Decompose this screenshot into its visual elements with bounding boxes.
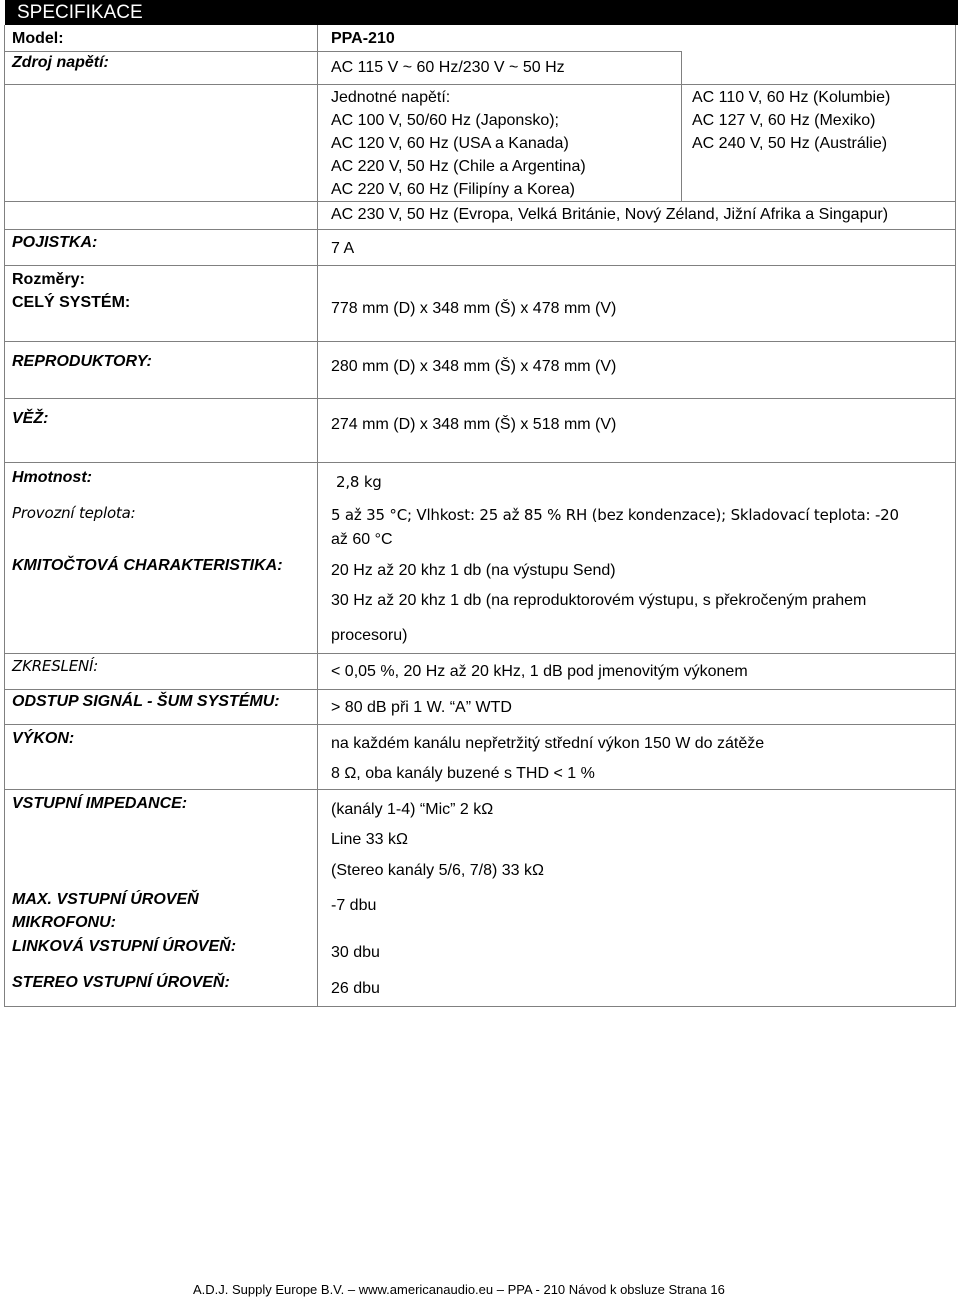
mic-level-value: -7 dbu (331, 897, 377, 914)
voltage-item: AC 220 V, 50 Hz (Chile a Argentina) (331, 158, 586, 175)
frequency-value: 20 Hz až 20 khz 1 db (na výstupu Send) (331, 562, 616, 579)
row-divider (4, 462, 956, 463)
voltage-europe: AC 230 V, 50 Hz (Evropa, Velká Británie, Nový Zéland, Jižní Afrika a Singapur) (331, 206, 889, 223)
tower-value: 274 mm (D) x 348 mm (Š) x 518 mm (V) (331, 416, 617, 433)
line-level-label: LINKOVÁ VSTUPNÍ ÚROVEŇ: (12, 938, 237, 955)
dimensions-label: Rozměry: (12, 271, 85, 288)
voltage-item: AC 220 V, 60 Hz (Filipíny a Korea) (331, 181, 575, 198)
impedance-value: (kanály 1-4) “Mic” 2 kΩ (331, 801, 494, 818)
frequency-value-3: procesoru) (331, 627, 408, 644)
impedance-value-2: Line 33 kΩ (331, 831, 408, 848)
impedance-value-3: (Stereo kanály 5/6, 7/8) 33 kΩ (331, 862, 544, 879)
stereo-level-label: STEREO VSTUPNÍ ÚROVEŇ: (12, 974, 230, 991)
fuse-value: 7 A (331, 240, 355, 257)
page-footer: A.D.J. Supply Europe B.V. – www.americanaudio.eu – PPA - 210 Návod k obsluze Strana 16 (193, 1282, 725, 1297)
model-label: Model: (12, 30, 64, 47)
row-divider (4, 229, 956, 230)
mic-level-label-2: MIKROFONU: (12, 914, 116, 931)
voltage-item: AC 240 V, 50 Hz (Austrálie) (692, 135, 888, 152)
row-divider (4, 789, 956, 790)
power-value: AC 115 V ~ 60 Hz/230 V ~ 50 Hz (331, 59, 565, 76)
line-level-value: 30 dbu (331, 944, 380, 961)
power-output-label: VÝKON: (12, 730, 75, 747)
speakers-label: REPRODUKTORY: (12, 353, 152, 370)
impedance-label: VSTUPNÍ IMPEDANCE: (12, 795, 188, 812)
snr-label: ODSTUP SIGNÁL - ŠUM SYSTÉMU: (12, 693, 280, 710)
row-divider (4, 653, 956, 654)
single-voltage-label: Jednotné napětí: (331, 89, 451, 106)
fuse-label: POJISTKA: (12, 234, 98, 251)
voltage-item: AC 127 V, 60 Hz (Mexiko) (692, 112, 876, 129)
model-value: PPA-210 (331, 30, 395, 47)
column-divider (681, 51, 682, 201)
row-divider (4, 265, 956, 266)
system-value: 778 mm (D) x 348 mm (Š) x 478 mm (V) (331, 300, 617, 317)
power-output-value-2: 8 Ω, oba kanály buzené s THD < 1 % (331, 765, 595, 782)
row-divider (4, 201, 956, 202)
power-label: Zdroj napětí: (12, 54, 109, 71)
speakers-value: 280 mm (D) x 348 mm (Š) x 478 mm (V) (331, 358, 617, 375)
table-border-left (4, 25, 5, 1006)
temperature-value: 5 až 35 °C; Vlhkost: 25 až 85 % RH (bez kondenzace); Skladovací teplota: -20 (331, 506, 899, 524)
tower-label: VĚŽ: (12, 410, 49, 427)
table-border-right (955, 25, 956, 1006)
row-divider (4, 398, 956, 399)
row-divider (4, 1006, 956, 1007)
temperature-label: Provozní teplota: (12, 504, 136, 522)
mic-level-label: MAX. VSTUPNÍ ÚROVEŇ (12, 891, 199, 908)
weight-label: Hmotnost: (12, 469, 92, 486)
section-title: SPECIFIKACE (17, 2, 143, 23)
column-divider (317, 25, 318, 1006)
row-divider (4, 84, 956, 85)
system-label: CELÝ SYSTÉM: (12, 294, 131, 311)
power-output-value: na každém kanálu nepřetržitý střední výkon 150 W do zátěže (331, 735, 765, 752)
row-divider (4, 724, 956, 725)
voltage-item: AC 100 V, 50/60 Hz (Japonsko); (331, 112, 559, 129)
row-divider (4, 689, 956, 690)
row-divider (4, 341, 956, 342)
snr-value: > 80 dB při 1 W. “A” WTD (331, 699, 512, 716)
section-header (5, 0, 958, 25)
stereo-level-value: 26 dbu (331, 980, 380, 997)
voltage-item: AC 120 V, 60 Hz (USA a Kanada) (331, 135, 569, 152)
weight-value: 2,8 kg (336, 473, 382, 491)
frequency-value-2: 30 Hz až 20 khz 1 db (na reproduktorovém výstupu, s překročeným prahem (331, 592, 867, 609)
temperature-value-cont: až 60 °C (331, 531, 393, 548)
row-divider (4, 51, 681, 52)
distortion-label: ZKRESLENÍ: (12, 657, 99, 675)
voltage-item: AC 110 V, 60 Hz (Kolumbie) (692, 89, 891, 106)
distortion-value: < 0,05 %, 20 Hz až 20 kHz, 1 dB pod jmenovitým výkonem (331, 663, 748, 680)
frequency-label: KMITOČTOVÁ CHARAKTERISTIKA: (12, 557, 283, 574)
